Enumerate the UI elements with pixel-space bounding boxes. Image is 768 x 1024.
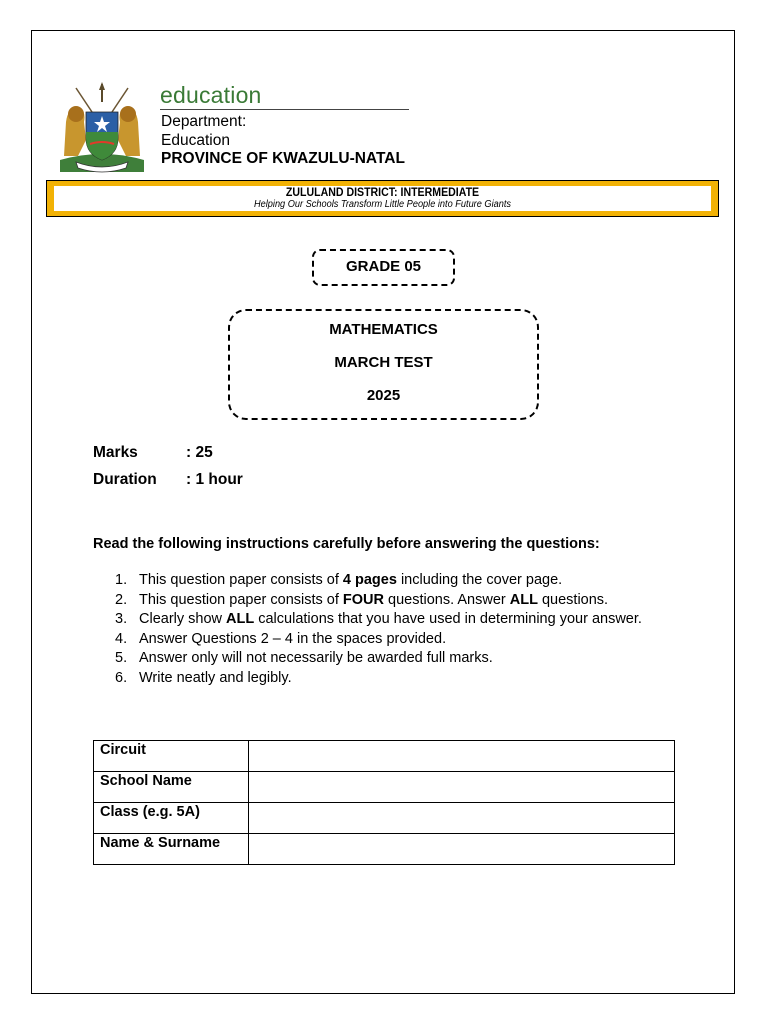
grade-box: GRADE 05	[312, 249, 455, 286]
instruction-text: Answer only will not necessarily be awarded full marks.	[139, 650, 493, 666]
province-name: PROVINCE OF KWAZULU-NATAL	[161, 150, 405, 167]
instruction-item	[93, 610, 673, 630]
test-name: MARCH TEST	[334, 354, 433, 371]
instruction-item	[93, 669, 673, 689]
subject-name: MATHEMATICS	[329, 321, 438, 338]
department-line-1: Department:	[161, 113, 247, 130]
district-title: ZULULAND DISTRICT: INTERMEDIATE	[285, 187, 480, 199]
education-brand-word: education	[160, 82, 262, 108]
instructions-heading: Read the following instructions carefully before answering the questions:	[93, 536, 600, 552]
instruction-text: Answer Questions 2 – 4 in the spaces provided.	[139, 630, 447, 647]
marks-value: : 25	[186, 444, 213, 461]
marks-row	[93, 444, 213, 462]
test-year: 2025	[366, 387, 401, 404]
instruction-number: 5.	[115, 650, 128, 666]
field-value-blank[interactable]	[249, 834, 675, 865]
field-value-blank[interactable]	[249, 772, 675, 803]
instruction-number: 2.	[115, 591, 128, 608]
district-banner-inner	[54, 186, 711, 211]
brand-divider	[160, 109, 409, 110]
instruction-emphasis: 4 pages	[342, 572, 397, 588]
instruction-item	[93, 649, 673, 669]
duration-label: Duration	[93, 471, 157, 488]
field-value-blank[interactable]	[249, 741, 675, 772]
instruction-text: questions.	[537, 591, 609, 608]
district-slogan: Helping Our Schools Transform Little People into Future Giants	[253, 199, 512, 210]
instruction-number: 3.	[115, 611, 128, 627]
table-row	[94, 741, 675, 772]
instruction-item	[93, 630, 673, 650]
instruction-number: 6.	[115, 669, 128, 686]
field-label: Circuit	[94, 741, 249, 772]
table-row	[94, 772, 675, 803]
field-label: Class (e.g. 5A)	[94, 803, 249, 834]
table-row	[94, 803, 675, 834]
kzn-coat-of-arms-logo	[56, 82, 148, 176]
field-label: School Name	[94, 772, 249, 803]
field-value-blank[interactable]	[249, 803, 675, 834]
field-label: Name & Surname	[94, 834, 249, 865]
instruction-text: Clearly show	[139, 611, 227, 627]
instruction-emphasis: FOUR	[342, 591, 385, 608]
district-banner	[46, 180, 719, 217]
instruction-text: including the cover page.	[396, 572, 563, 588]
department-line-2: Education	[161, 132, 230, 149]
instruction-text: This question paper consists of	[139, 591, 343, 608]
instruction-text: This question paper consists of	[139, 572, 343, 588]
subject-box	[228, 309, 539, 420]
instruction-item	[93, 571, 673, 591]
duration-value: : 1 hour	[186, 471, 243, 488]
marks-label: Marks	[93, 444, 138, 461]
instruction-number: 1.	[115, 572, 128, 588]
instruction-emphasis: ALL	[226, 611, 255, 627]
learner-details-table	[93, 740, 675, 865]
table-row	[94, 834, 675, 865]
instruction-emphasis: ALL	[509, 591, 538, 608]
instructions-list	[93, 571, 673, 688]
instruction-text: questions. Answer	[384, 591, 510, 608]
instruction-text: calculations that you have used in determining your answer.	[254, 611, 642, 627]
instruction-number: 4.	[115, 630, 128, 647]
duration-row	[93, 471, 243, 489]
instruction-item	[93, 591, 673, 611]
instruction-text: Write neatly and legibly.	[139, 669, 292, 686]
